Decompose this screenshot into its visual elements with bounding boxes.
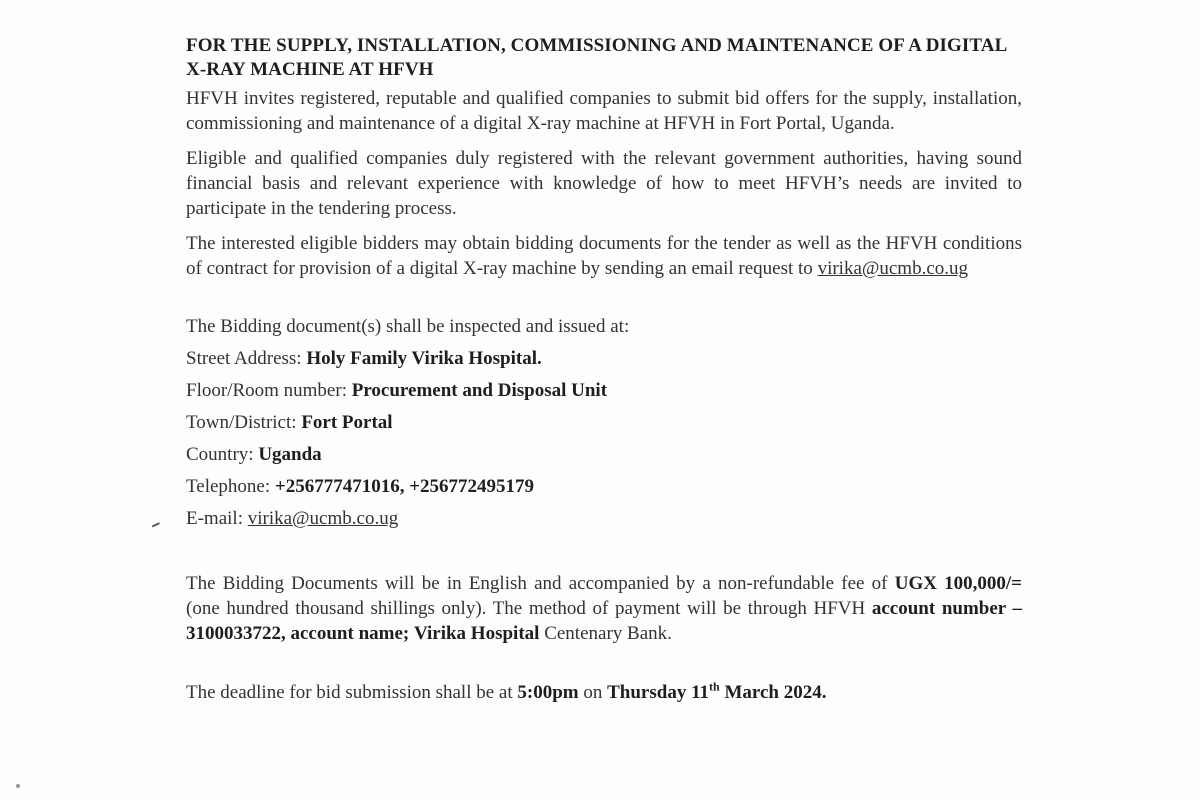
phone-label: Telephone: — [186, 476, 271, 497]
deadline-month-year: March 2024. — [724, 682, 827, 703]
fee-text-1: The Bidding Documents will be in English and accompanied by a non-refundable fee of — [186, 573, 888, 594]
deadline-text: The deadline for bid submission shall be at — [186, 682, 513, 703]
paragraph-obtain-documents — [186, 231, 1022, 281]
street-value: Holy Family Virika Hospital. — [306, 348, 542, 369]
paragraph-eligibility: Eligible and qualified companies duly registered with the relevant government authorities, having sound financial basis and relevant experience with knowledge of how to meet HFVH’s needs are invited to participate in the tendering process. — [186, 148, 1022, 219]
paragraph-deadline — [186, 680, 1022, 705]
deadline-day — [607, 679, 827, 703]
account-details: account number – 3100033722, account name; — [186, 598, 1022, 644]
email-link[interactable]: virika@ucmb.co.ug — [817, 258, 969, 279]
town-label: Town/District: — [186, 412, 297, 433]
town-district-row — [186, 407, 1022, 439]
street-label: Street Address: — [186, 348, 302, 369]
inspection-details — [186, 311, 1022, 535]
deadline-day-text: Thursday 11 — [607, 682, 710, 703]
deadline-on: on — [583, 682, 603, 703]
email-label: E-mail: — [186, 508, 243, 529]
contact-email-link[interactable]: virika@ucmb.co.ug — [247, 508, 399, 529]
inspection-intro: The Bidding document(s) shall be inspected and issued at: — [186, 316, 630, 337]
email-row — [186, 503, 1022, 535]
paragraph-fee — [186, 571, 1022, 646]
tender-notice — [186, 34, 1022, 715]
telephone-row — [186, 471, 1022, 503]
street-address-row — [186, 343, 1022, 375]
floor-value: Procurement and Disposal Unit — [351, 380, 608, 401]
floor-label: Floor/Room number: — [186, 380, 347, 401]
scan-speck — [16, 784, 20, 788]
deadline-day-suffix: th — [709, 679, 720, 694]
obtain-documents-text: The interested eligible bidders may obtain bidding documents for the tender as well as the HFVH conditions of contract for provision of a digital X-ray machine by sending an email request to — [186, 233, 1022, 279]
account-name: Virika Hospital — [413, 623, 540, 644]
fee-text-3: Centenary Bank. — [544, 623, 672, 644]
country-label: Country: — [186, 444, 254, 465]
notice-title: FOR THE SUPPLY, INSTALLATION, COMMISSIONING AND MAINTENANCE OF A DIGITAL X-RAY MACHINE AT HFVH — [186, 35, 1007, 80]
paragraph-invitation: HFVH invites registered, reputable and qualified companies to submit bid offers for the supply, installation, commissioning and maintenance of a digital X-ray machine at HFVH in Fort Portal, Uganda. — [186, 88, 1022, 134]
floor-room-row — [186, 375, 1022, 407]
fee-amount: UGX 100,000/= — [894, 573, 1023, 594]
country-row — [186, 439, 1022, 471]
country-value: Uganda — [258, 444, 322, 465]
town-value: Fort Portal — [301, 412, 393, 433]
pen-tick-mark — [150, 519, 160, 528]
deadline-time: 5:00pm — [517, 682, 579, 703]
phone-value: +256777471016, +256772495179 — [274, 476, 535, 497]
fee-text-2: (one hundred thousand shillings only). The method of payment will be through HFVH — [186, 598, 866, 619]
